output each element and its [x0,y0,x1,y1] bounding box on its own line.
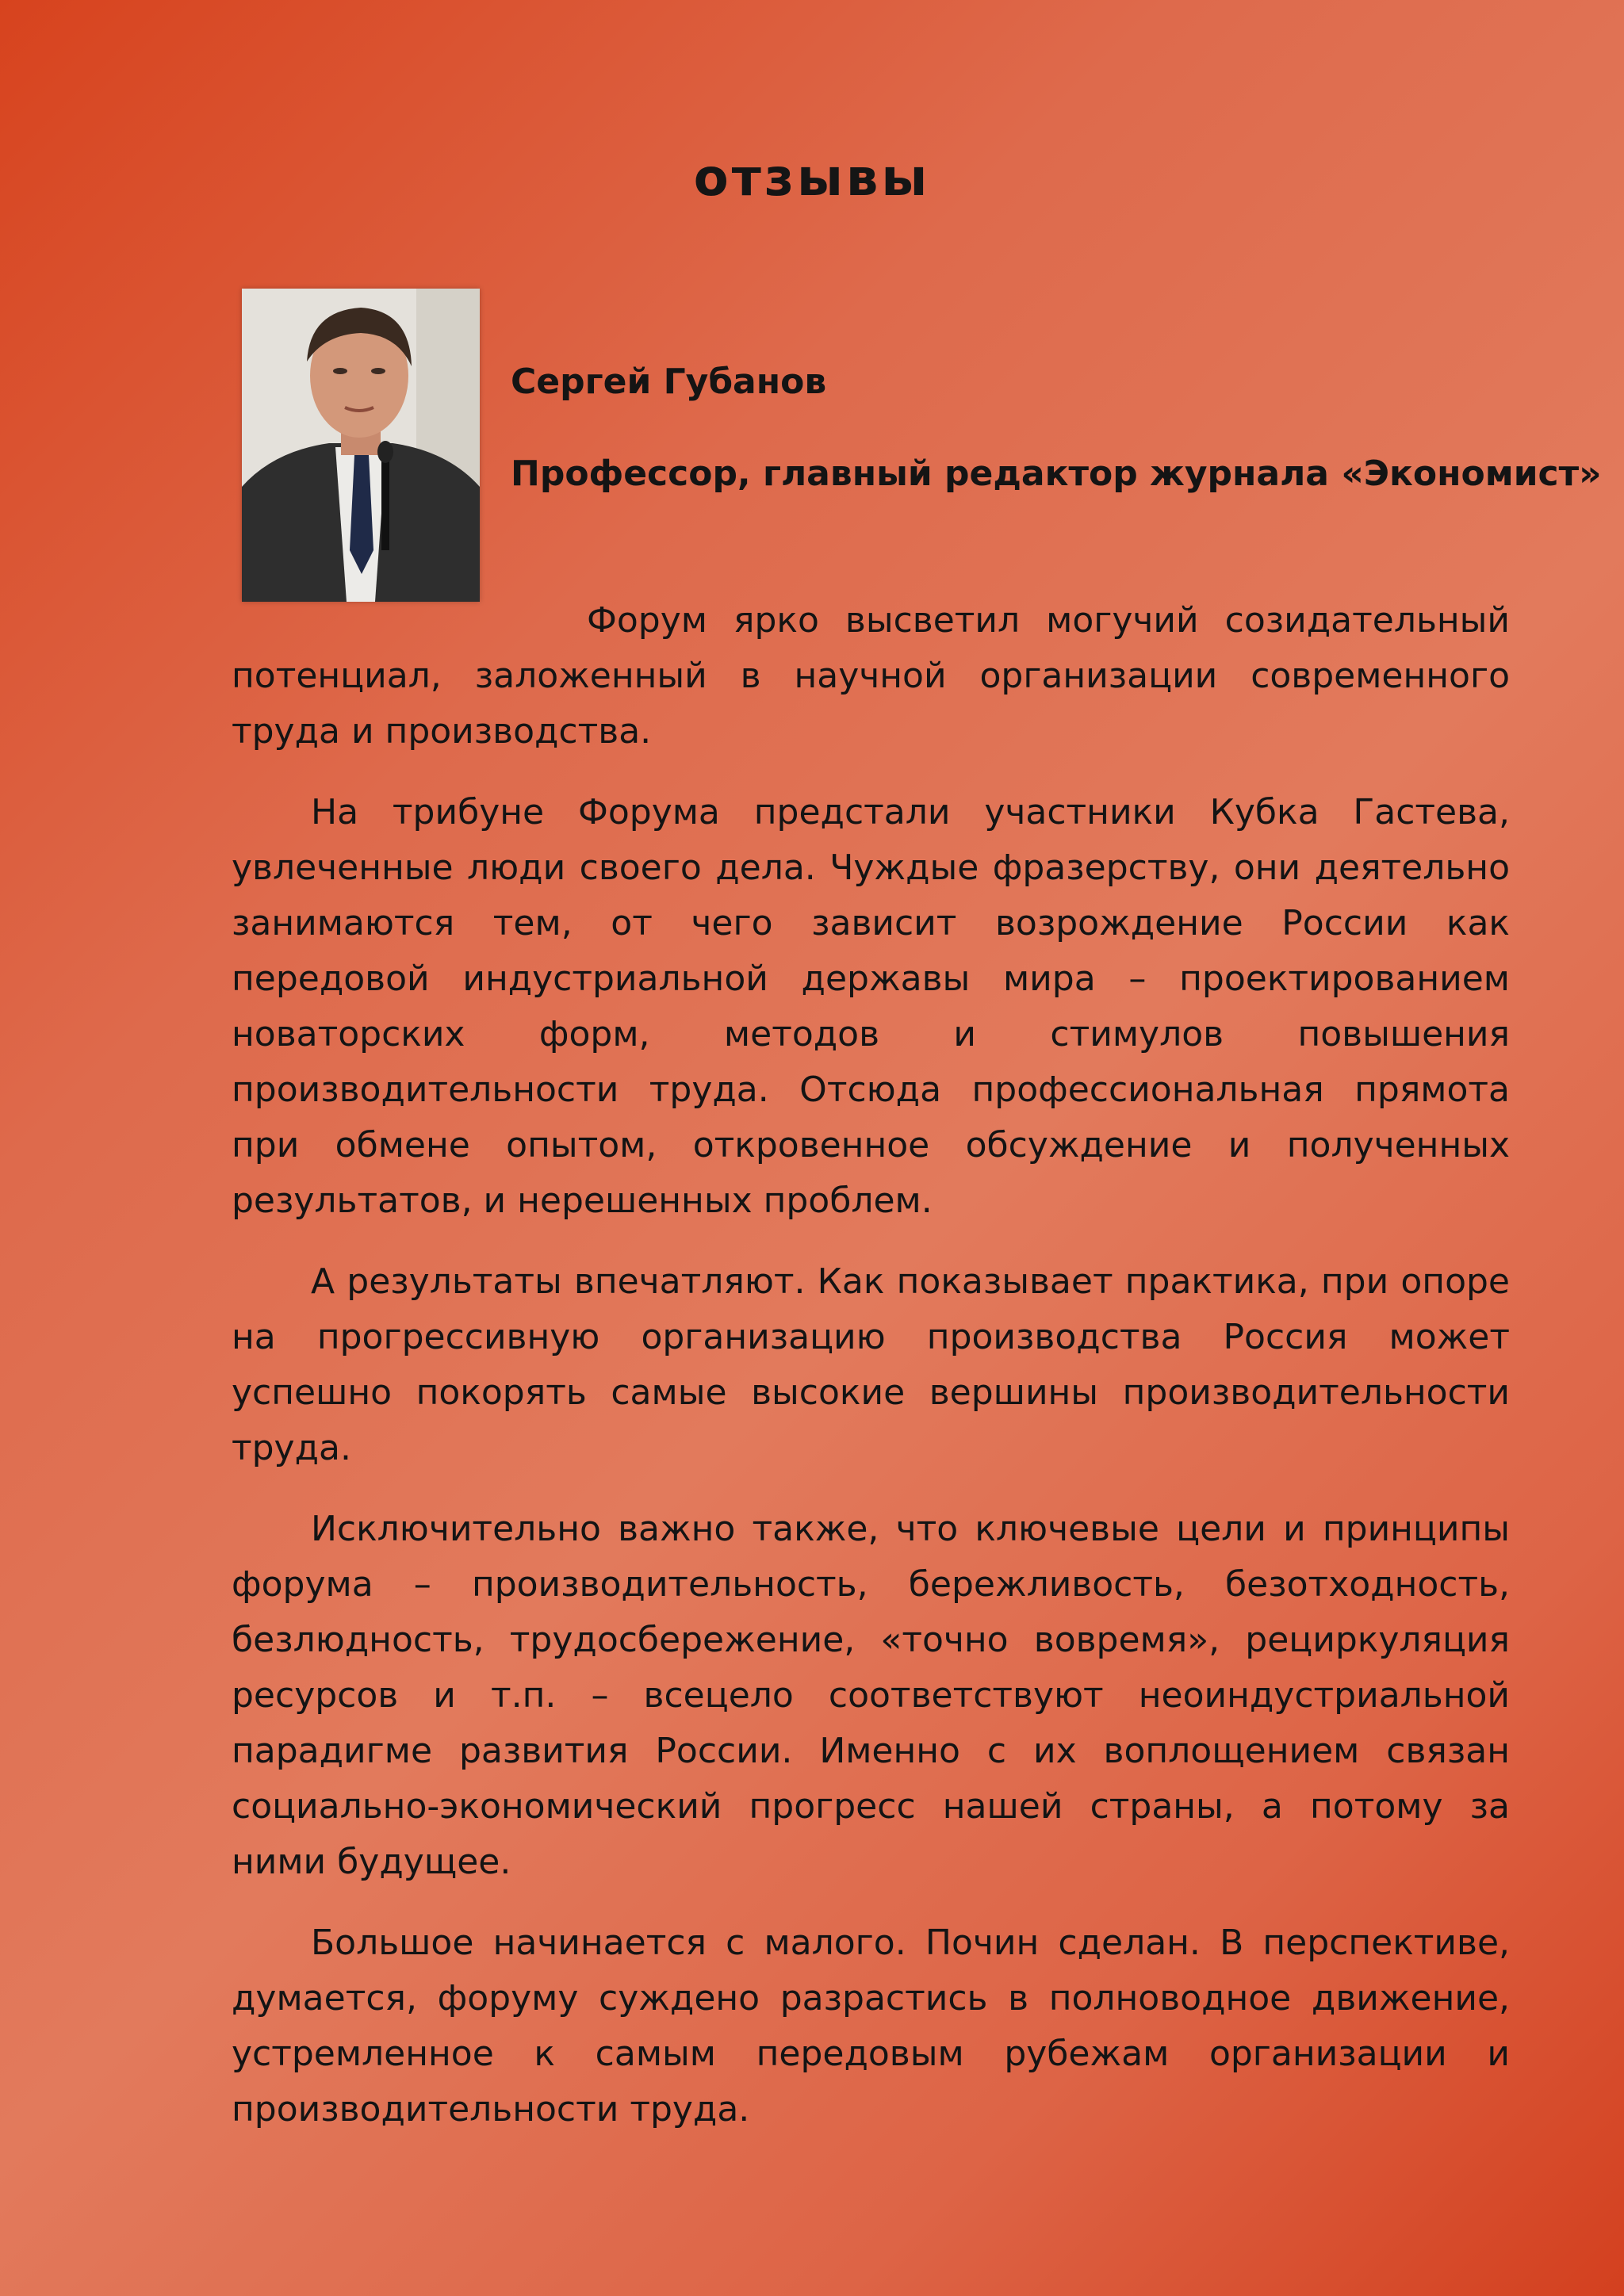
page-title: отзывы [693,149,931,208]
author-name: Сергей Губанов [511,362,827,402]
author-position: Профессор, главный редактор журнала «Экономист» [511,453,1602,494]
portrait-photo-icon [242,289,480,602]
paragraph: А результаты впечатляют. Как показывает практика, при опоре на прогрессивную организацию производства Россия может успешно покорять самые высокие вершины производительности труда. [232,1261,1510,1468]
paragraph: Исключительно важно также, что ключевые цели и принципы форума – производительность, бережливость, безотходность, безлюдность, трудосбережение, «точно вовремя», рециркуляция ресурсов и т.п. – всецело соответствуют неоиндустриальной парадигме развития России. Именно с их воплощением связан социально-экономический прогресс нашей страны, а потому за ними будущее. [232,1509,1510,1882]
review-text [232,593,1510,2163]
author-photo [242,289,480,602]
paragraph: На трибуне Форума предстали участники Кубка Гастева, увлеченные люди своего дела. Чуждые фразерству, они деятельно занимаются тем, от чего зависит возрождение России как передовой индустриальной державы мира – проектированием новаторских форм, методов и стимулов повышения производительности труда. Отсюда профессиональная прямота при обмене опытом, откровенное обсуждение и полученных результатов, и нерешенных проблем. [232,792,1510,1221]
paragraph: Большое начинается с малого. Почин сделан. В перспективе, думается, форуму суждено разрастись в полноводное движение, устремленное к самым передовым рубежам организации и производительности труда. [232,1923,1510,2130]
paragraph: Форум ярко высветил могучий созидательный потенциал, заложенный в научной организации современного труда и производства. [232,600,1510,752]
